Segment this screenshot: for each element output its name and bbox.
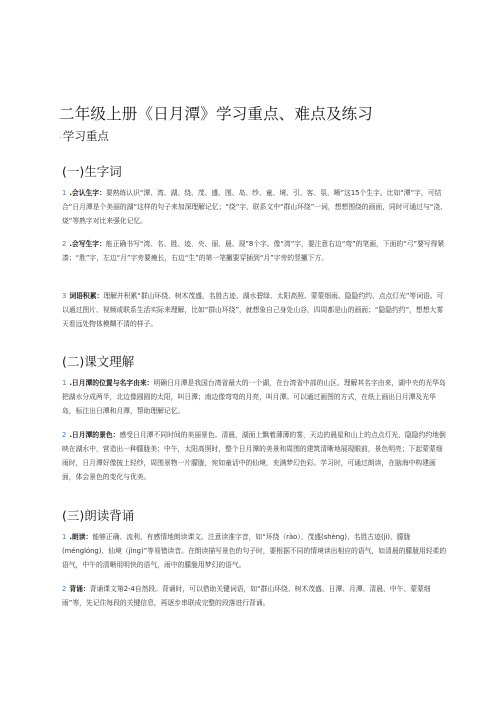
item-number: 2 bbox=[62, 431, 67, 439]
item-number: 1 bbox=[62, 533, 67, 541]
item-lead: 词语积累： bbox=[69, 292, 104, 300]
item-number: 2 bbox=[62, 240, 67, 248]
item-number: 3 bbox=[62, 292, 67, 300]
item-lead: 背诵： bbox=[69, 585, 90, 593]
page-title: 二年级上册《日月潭》学习重点、难点及练习 bbox=[59, 105, 374, 123]
item-text: 感受日月潭不同时间的美丽景色。清晨，湖面上飘着薄薄的雾，天边的晨星和山上的点点灯光，隐隐约约地倒映在湖水中，营造出一种朦胧美；中午，太阳高照时，整个日月潭的美景和周围的建筑清晰地展现眼前，景色明亮；下起蒙蒙细雨时，日月潭好像披上轻纱，周围景物一片朦胧，宛如童话中的仙境，充满梦幻色彩。学习时，可通过朗读，在脑海中构建画面，体会景色的变化与优美。 bbox=[62, 431, 446, 481]
section-heading bbox=[59, 128, 109, 144]
item-text: 理解并积累“群山环绕、树木茂盛、名胜古迹、湖水碧绿、太阳高照、蒙蒙细雨、隐隐约约、点点灯光”等词语。可以通过图片、视频或联系生活实际来理解，比如“群山环绕”，就想象自己身处山谷，四周都是山的画面；“隐隐约约”，想想大雾天看远处物体模糊不清的样子。 bbox=[62, 292, 444, 328]
list-item bbox=[62, 237, 447, 265]
item-text: 能正确书写“湾、名、胜、迹、央、丽、晨、现”8个字。像“湾”字，要注意右边“弯”的笔画，下面的“弓”要写得紧凑；“胜”字，左边“月”字旁要瘦长，右边“生”的第一笔撇要穿插到“月”字旁的竖撇下方。 bbox=[62, 240, 445, 262]
list-item bbox=[62, 582, 447, 610]
section-marker: - bbox=[59, 133, 62, 142]
subheading-text-understanding: (二)课文理解 bbox=[62, 354, 135, 369]
list-item bbox=[62, 530, 447, 572]
list-item bbox=[62, 289, 447, 331]
item-text: 要熟练认识“潭、湾、湖、绕、茂、盛、围、岛、纱、童、境、引、客、氛、晰”这15个生字。比如“潭”字，可结合“日月潭是个美丽的湖”这样的句子来加深理解记忆；“绕”字，联系文中“群山环绕”一词，想想围绕的画面，同时可通过与“浇、烧”等熟字对比来强化记忆。 bbox=[62, 189, 447, 225]
list-item bbox=[62, 186, 447, 228]
item-lead: .日月潭的景色： bbox=[69, 431, 120, 439]
item-lead: .朗读： bbox=[69, 533, 93, 541]
item-text: 明确日月潭是我国台湾省最大的一个湖，在台湾省中部的山区。理解其名字由来，湖中央的光华岛把湖水分成两半，北边像圆圆的太阳，叫日潭；南边像弯弯的月亮，叫月潭。可以通过画图的方式，在纸上画出日月潭及光华岛，标注出日潭和月潭，帮助理解记忆。 bbox=[62, 379, 446, 415]
item-number: 1 bbox=[62, 189, 67, 197]
item-number: 2 bbox=[62, 585, 67, 593]
item-text: 背诵课文第2-4自然段。背诵时，可以借助关键词语，如“群山环绕、树木茂盛、日潭、月潭、清晨、中午、蒙蒙细雨”等，先记住每段的关键信息，再逐步串联成完整的段落进行背诵。 bbox=[62, 585, 431, 607]
item-lead: .日月潭的位置与名字由来： bbox=[69, 379, 154, 387]
list-item bbox=[62, 376, 447, 418]
item-lead: .会写生字： bbox=[69, 240, 106, 248]
item-lead: .会认生字： bbox=[69, 189, 106, 197]
list-item bbox=[62, 428, 447, 484]
subheading-reading-reciting: (三)朗读背诵 bbox=[62, 508, 135, 523]
section-label: 学习重点 bbox=[62, 129, 109, 143]
item-number: 1 bbox=[62, 379, 67, 387]
subheading-vocabulary: (一)生字词 bbox=[62, 164, 122, 179]
item-text: 能够正确、流利、有感情地朗读课文。注意读准字音，如“环绕（rào）、茂盛(shèng)、名胜古迹(jì)、朦胧(ménglóng)、仙境（jìng)”等易错读音。在朗读描写景色的句子时，要根据不同的情境读出相应的语气，如清晨的朦胧用轻柔的语气，中午的清晰用明快的语气，雨中的朦胧用梦幻的语气。 bbox=[62, 533, 447, 569]
